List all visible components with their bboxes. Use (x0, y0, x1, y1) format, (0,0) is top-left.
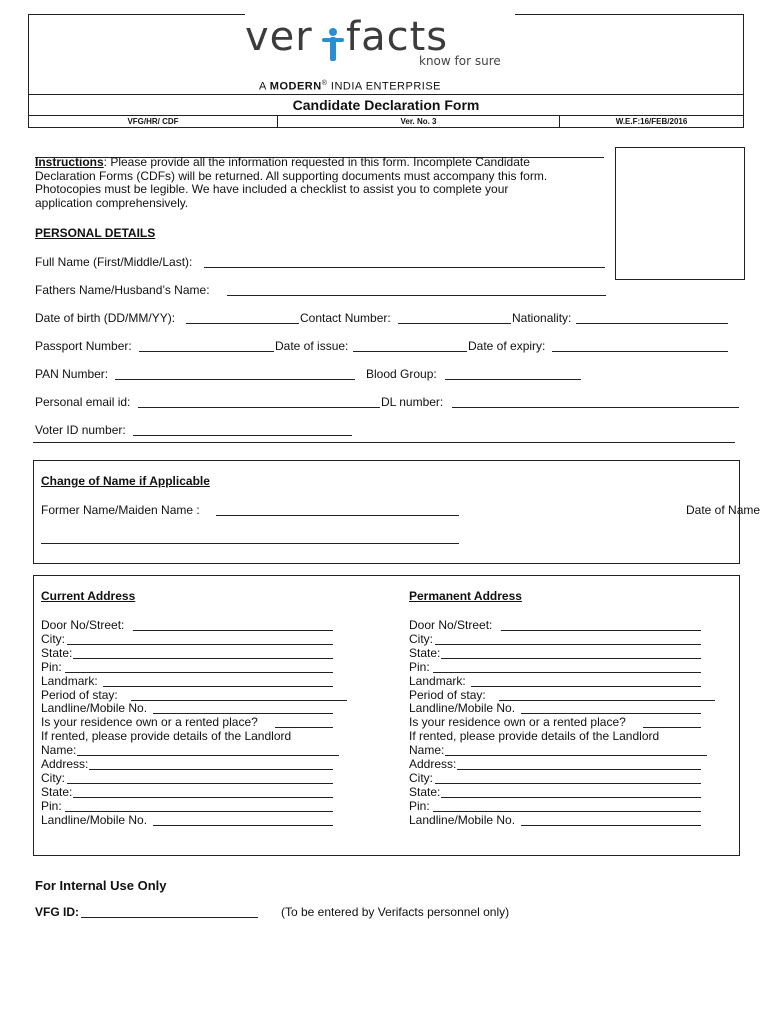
current-address-label-11: City: (41, 770, 65, 785)
permanent-address-label-0: Door No/Street: (409, 618, 493, 632)
father-name-field[interactable] (227, 295, 606, 296)
current-address-label-1: City: (41, 631, 65, 646)
current-address-label-8: If rented, please provide details of the Landlord (41, 729, 292, 744)
current-address-field-3[interactable] (65, 672, 333, 673)
permanent-address-field-10[interactable] (457, 769, 701, 770)
former-name-label: Former Name/Maiden Name : (41, 503, 200, 517)
date-issue-label: Date of issue: (275, 339, 349, 353)
instructions-label: Instructions (35, 155, 104, 169)
logo-text-left: ver (245, 14, 313, 60)
current-address-field-5[interactable] (131, 700, 347, 701)
passport-field[interactable] (139, 351, 274, 352)
permanent-address-label-6: Landline/Mobile No. (409, 701, 516, 716)
header-divider-1 (28, 94, 744, 95)
instructions-block: Instructions: Please provide all the information requested in this form. Incomplete Candidate Declaration Forms (CDFs) will be returned. All supporting documents must accompany this form. Photocopies must be legible. We have included a checklist to assist you to complete your application comprehensively. (35, 155, 548, 210)
permanent-address-field-14[interactable] (521, 825, 701, 826)
voter-id-label: Voter ID number: (35, 423, 126, 437)
company-logo (245, 12, 525, 72)
current-address-field-6[interactable] (153, 713, 333, 714)
current-address-field-12[interactable] (73, 797, 333, 798)
email-label: Personal email id: (35, 395, 131, 409)
date-of-name-label: Date of Name (686, 503, 761, 517)
contact-label: Contact Number: (300, 311, 391, 325)
permanent-address-field-11[interactable] (435, 783, 701, 784)
voter-id-field[interactable] (133, 435, 352, 436)
permanent-address-field-4[interactable] (471, 686, 701, 687)
contact-field[interactable] (398, 323, 511, 324)
dob-label: Date of birth (DD/MM/YY): (35, 311, 176, 325)
permanent-address-label-12: State: (409, 784, 441, 799)
current-address-label-13: Pin: (41, 798, 62, 813)
permanent-address-label-5: Period of stay: (409, 687, 486, 702)
photo-box[interactable] (615, 147, 745, 280)
permanent-address-label-3: Pin: (409, 659, 430, 674)
meta-cell-wef: W.E.F:16/FEB/2016 (559, 115, 744, 128)
current-address-label-10: Address: (41, 757, 89, 771)
permanent-address-field-6[interactable] (521, 713, 701, 714)
current-address-field-4[interactable] (103, 686, 333, 687)
current-address-label-9: Name: (41, 743, 77, 758)
dob-field[interactable] (186, 323, 299, 324)
logo-tagline: know for sure (419, 54, 501, 68)
current-address-field-13[interactable] (65, 811, 333, 812)
current-address-label-2: State: (41, 645, 73, 660)
dl-label: DL number: (381, 395, 444, 409)
current-address-label-6: Landline/Mobile No. (41, 701, 148, 716)
personal-details-heading: PERSONAL DETAILS (35, 226, 156, 240)
current-address-field-14[interactable] (153, 825, 333, 826)
permanent-address-label-10: Address: (409, 757, 457, 771)
permanent-address-field-3[interactable] (433, 672, 701, 673)
permanent-address-label-8: If rented, please provide details of the Landlord (409, 729, 660, 744)
nationality-field[interactable] (576, 323, 728, 324)
permanent-address-field-1[interactable] (435, 644, 701, 645)
vfg-id-note: (To be entered by Verifacts personnel only) (281, 905, 510, 919)
current-address-field-1[interactable] (67, 644, 333, 645)
full-name-label: Full Name (First/Middle/Last): (35, 255, 193, 269)
permanent-address-label-1: City: (409, 631, 433, 646)
permanent-address-field-0[interactable] (501, 630, 701, 631)
permanent-address-label-14: Landline/Mobile No. (409, 812, 516, 827)
pan-field[interactable] (115, 379, 355, 380)
current-address-label-12: State: (41, 784, 73, 799)
section-divider (33, 442, 735, 443)
meta-cell-code: VFG/HR/ CDF (28, 115, 278, 128)
date-expiry-field[interactable] (552, 351, 728, 352)
permanent-address-field-2[interactable] (441, 658, 701, 659)
current-address-label-0: Door No/Street: (41, 618, 125, 632)
father-name-label: Fathers Name/Husband’s Name: (35, 283, 210, 297)
permanent-address-label-11: City: (409, 770, 433, 785)
permanent-address-field-13[interactable] (433, 811, 701, 812)
current-address-label-5: Period of stay: (41, 687, 118, 702)
current-address-label-4: Landmark: (41, 673, 98, 688)
nationality-label: Nationality: (512, 311, 572, 325)
enterprise-line: A MODERN® INDIA ENTERPRISE (259, 80, 441, 93)
email-field[interactable] (138, 407, 380, 408)
current-address-field-11[interactable] (67, 783, 333, 784)
permanent-address-field-12[interactable] (441, 797, 701, 798)
current-address-field-9[interactable] (77, 755, 339, 756)
permanent-address-heading: Permanent Address (409, 589, 522, 603)
former-name-field-2[interactable] (41, 543, 459, 544)
person-icon (322, 28, 344, 67)
current-address-field-2[interactable] (73, 658, 333, 659)
blood-group-field[interactable] (445, 379, 581, 380)
permanent-address-label-4: Landmark: (409, 673, 466, 688)
current-address-label-3: Pin: (41, 659, 62, 674)
pan-label: PAN Number: (35, 367, 109, 381)
date-expiry-label: Date of expiry: (468, 339, 546, 353)
logo-text-right: facts (346, 14, 449, 60)
permanent-address-field-7[interactable] (643, 727, 701, 728)
meta-cell-version: Ver. No. 3 (277, 115, 560, 128)
dl-field[interactable] (452, 407, 739, 408)
permanent-address-field-9[interactable] (445, 755, 707, 756)
internal-use-heading: For Internal Use Only (35, 878, 167, 893)
current-address-field-10[interactable] (89, 769, 333, 770)
date-issue-field[interactable] (353, 351, 467, 352)
permanent-address-label-7: Is your residence own or a rented place? (409, 715, 626, 730)
passport-label: Passport Number: (35, 339, 132, 353)
current-address-label-7: Is your residence own or a rented place? (41, 715, 258, 730)
vfg-id-field[interactable] (81, 917, 258, 918)
current-address-field-7[interactable] (275, 727, 333, 728)
permanent-address-label-13: Pin: (409, 798, 430, 813)
name-change-heading: Change of Name if Applicable (41, 474, 210, 488)
full-name-field[interactable] (204, 267, 605, 268)
current-address-field-0[interactable] (133, 630, 333, 631)
vfg-id-label: VFG ID: (35, 905, 79, 919)
former-name-field[interactable] (216, 515, 459, 516)
blood-group-label: Blood Group: (366, 367, 437, 381)
form-title: Candidate Declaration Form (292, 97, 480, 113)
current-address-label-14: Landline/Mobile No. (41, 812, 148, 827)
permanent-address-label-2: State: (409, 645, 441, 660)
permanent-address-label-9: Name: (409, 743, 445, 758)
current-address-heading: Current Address (41, 589, 136, 603)
permanent-address-field-5[interactable] (499, 700, 715, 701)
